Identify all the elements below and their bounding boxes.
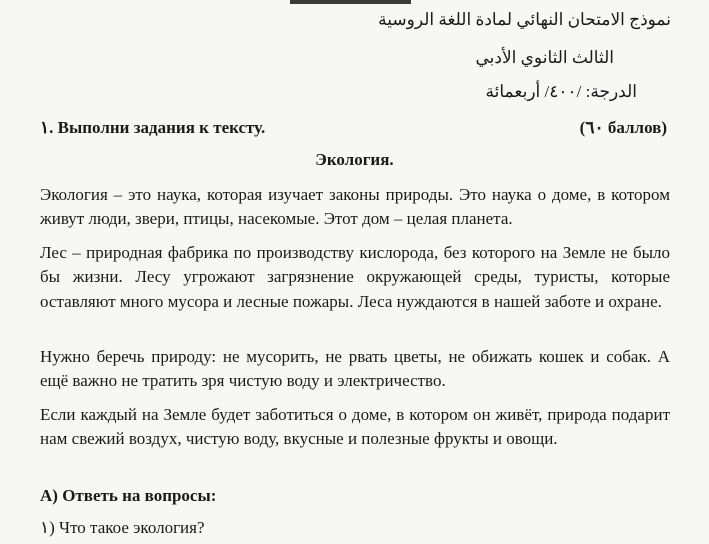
paragraph-2: Лес – природная фабрика по производству кислорода, без которого на Земле не было бы жизни. Лесу угрожают загрязнение окружающей среды, туристы, которые оставляют много мусора и лесные пожары. Леса нуждаются в нашей заботе и охране.	[40, 243, 670, 311]
exam-grade: الدرجة: /٤٠٠/ أربعمائة	[485, 82, 637, 101]
top-edge-bar	[290, 0, 411, 4]
paragraph-1: Экология – это наука, которая изучает законы природы. Это наука о доме, в котором живут люди, звери, птицы, насекомые. Этот дом – целая планета.	[40, 185, 670, 229]
paragraph-4: Если каждый на Земле будет заботиться о доме, в котором он живёт, природа подарит нам свежий воздух, чистую воду, вкусные и полезные фрукты и овощи.	[40, 405, 670, 449]
text-title: Экология.	[315, 150, 394, 169]
questions-heading: А) Ответь на вопросы:	[40, 486, 217, 505]
task-points: (٦٠ баллов)	[579, 118, 667, 137]
question-1: ١) Что такое экология?	[40, 518, 205, 537]
exam-class: الثالث الثانوي الأدبي	[475, 48, 614, 67]
exam-title: نموذج الامتحان النهائي لمادة اللغة الروسية	[378, 10, 671, 29]
task-title: ١. Выполни задания к тексту.	[40, 118, 266, 137]
paragraph-3: Нужно беречь природу: не мусорить, не рвать цветы, не обижать кошек и собак. А ещё важно не тратить зря чистую воду и электричество.	[40, 347, 670, 391]
